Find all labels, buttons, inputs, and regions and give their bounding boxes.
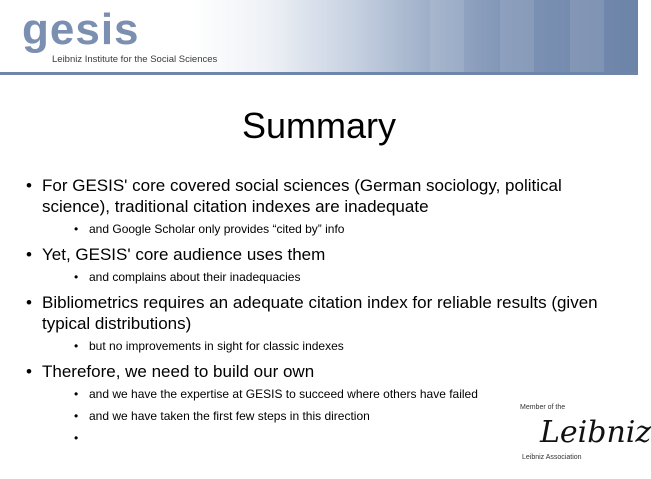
bullet-item: • Therefore, we need to build our own (24, 361, 624, 382)
sub-bullet-item: • and complains about their inadequacies (24, 270, 624, 285)
slide-title: Summary (241, 105, 397, 146)
sub-bullet-item: • but no improvements in sight for classic indexes (24, 339, 624, 354)
gesis-logo-subtitle: Leibniz Institute for the Social Sciences (52, 54, 218, 65)
sub-bullet-item: • and we have the expertise at GESIS to succeed where others have failed (24, 387, 624, 402)
header-stripe (500, 0, 534, 72)
header-stripe (430, 0, 464, 72)
slide-header (0, 0, 638, 72)
header-divider (0, 72, 638, 75)
leibniz-association-text: Leibniz Association (522, 454, 582, 461)
leibniz-wordmark: Leibniz (540, 415, 651, 450)
leibniz-association-logo (512, 404, 651, 468)
sub-bullet-item: • and Google Scholar only provides “cited by” info (24, 222, 624, 237)
leibniz-member-of-text: Member of the (520, 404, 566, 411)
bullet-item: • For GESIS' core covered social sciences (German sociology, political science), traditional citation indexes are inadequate (24, 175, 624, 217)
gesis-logo-wordmark: gesis (22, 5, 140, 54)
header-stripe (570, 0, 604, 72)
bullet-item: • Yet, GESIS' core audience uses them (24, 244, 624, 265)
bullet-item: • Bibliometrics requires an adequate citation index for reliable results (given typical distributions) (24, 292, 624, 334)
sub-bullet-item: • and we have taken the first few steps in this direction (24, 409, 624, 424)
